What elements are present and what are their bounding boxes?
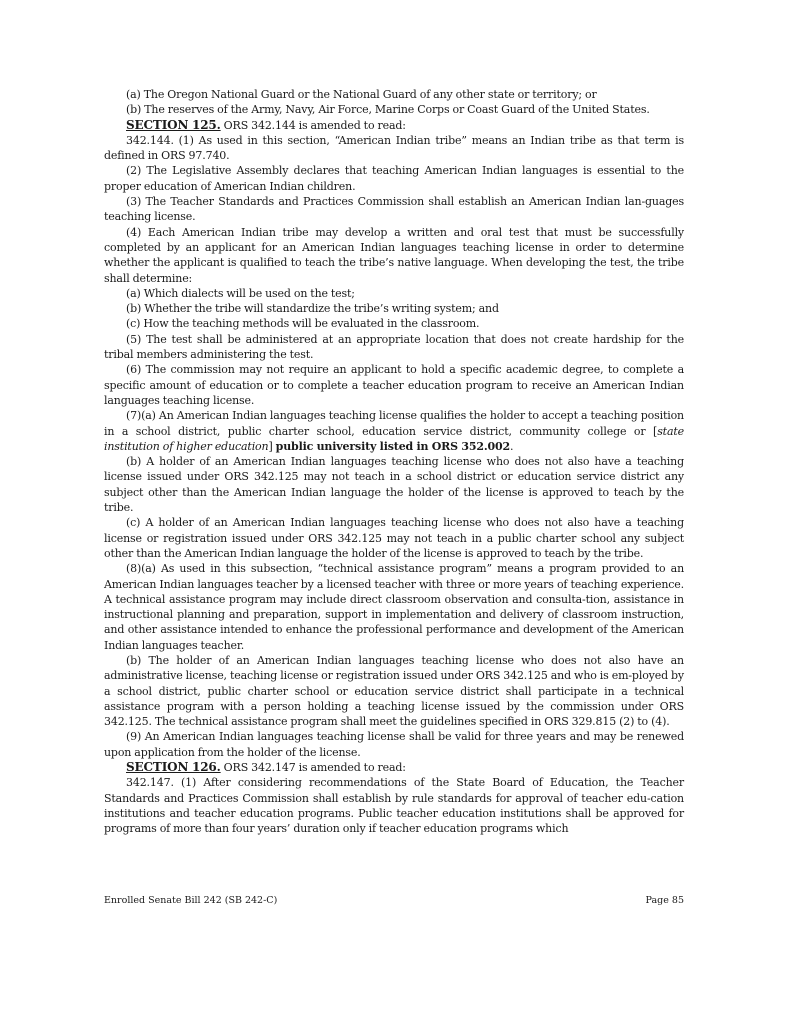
paragraph-342-144-8a: (8)(a) As used in this subsection, “technical assistance program” means a program provided to an American Indian languages teacher by a licensed teacher with three or more years of teaching experience. A technical assistance program may include direct classroom observation and consulta-tion, assistance in instructional planning and preparation, support in implementation and delivery of classroom instruction, and other assistance intended to enhance the professional performance and development of the American Indian languages teacher.	[104, 562, 684, 652]
document-body	[104, 87, 684, 837]
paragraph-342-144-7c: (c) A holder of an American Indian languages teaching license who does not also have a teaching license or registration issued under ORS 342.125 may not teach in a public charter school any subject other than the American Indian language the holder of the license is approved to teach by the tribe.	[104, 516, 684, 560]
paragraph-342-144-7a: (7)(a) An American Indian languages teaching license qualifies the holder to accept a teaching position in a school district, public charter school, education service district, community college or [state institution of higher education] public university listed in ORS 352.002.	[104, 409, 684, 453]
footer-page-number: Page 85	[645, 895, 684, 906]
paragraph-342-144-2: (2) The Legislative Assembly declares that teaching American Indian languages is essential to the proper education of American Indian children.	[104, 164, 684, 193]
paragraph-7a-end: .	[510, 439, 514, 453]
paragraph-342-144-6: (6) The commission may not require an applicant to hold a specific academic degree, to complete a specific amount of education or to complete a teacher education program to receive an American Indian languages teaching license.	[104, 363, 684, 407]
paragraph-342-144-5: (5) The test shall be administered at an appropriate location that does not create hardship for the tribal members administering the test.	[104, 332, 684, 362]
deleted-text: state institution of higher education	[104, 424, 684, 453]
paragraph-342-144-9: (9) An American Indian languages teaching license shall be valid for three years and may be renewed upon application from the holder of the license.	[104, 730, 684, 759]
section-126-intro	[104, 760, 684, 775]
paragraph-342-144-7b: (b) A holder of an American Indian languages teaching license who does not also have a teaching license issued under ORS 342.125 may not teach in a school district or education service district any subject other than the American Indian language the holder of the license is approved to teach by the tribe.	[104, 455, 684, 515]
paragraph-a-oregon-guard: (a) The Oregon National Guard or the National Guard of any other state or territory; or	[126, 88, 597, 101]
paragraph-4b-writing-system: (b) Whether the tribe will standardize the tribe’s writing system; and	[126, 302, 499, 316]
paragraph-342-144-1: 342.144. (1) As used in this section, “American Indian tribe” means an Indian tribe as that term is defined in ORS 97.740.	[104, 133, 684, 163]
section-125-heading: SECTION 125.	[126, 117, 221, 132]
paragraph-342-144-8b: (b) The holder of an American Indian languages teaching license who does not also have an administrative license, teaching license or registration issued under ORS 342.125 and who is em-ployed by a school district, public charter school or education service district shall participate in a technical assistance program with a person holding a teaching license issued by the commission under ORS 342.125. The technical assistance program shall meet the guidelines specified in ORS 329.815 (2) to (4).	[104, 653, 684, 729]
paragraph-342-144-3: (3) The Teacher Standards and Practices Commission shall establish an American Indian lan-guages teaching license.	[104, 195, 684, 224]
paragraph-4c-teaching-methods: (c) How the teaching methods will be evaluated in the classroom.	[126, 317, 480, 331]
page-footer	[104, 895, 684, 906]
footer-bill-title: Enrolled Senate Bill 242 (SB 242-C)	[104, 895, 278, 906]
section-125-text: ORS 342.144 is amended to read:	[220, 118, 406, 132]
section-125-intro	[104, 118, 684, 133]
paragraph-4a-dialects: (a) Which dialects will be used on the test;	[126, 286, 355, 300]
paragraph-342-147-1: 342.147. (1) After considering recommendations of the State Board of Education, the Teacher Standards and Practices Commission shall establish by rule standards for approval of teacher edu-cation institutions and teacher education programs. Public teacher education institutions shall be approved for programs of more than four years’ duration only if teacher education programs which	[104, 776, 684, 836]
section-126-text: ORS 342.147 is amended to read:	[220, 761, 406, 775]
paragraph-7a-text: (7)(a) An American Indian languages teaching license qualifies the holder to accept a teaching position in a school district, public charter school, education service district, community college or	[104, 409, 684, 438]
paragraph-342-144-4: (4) Each American Indian tribe may develop a written and oral test that must be successfully completed by an applicant for an American Indian languages teaching license in order to determine whether the applicant is qualified to teach the tribe’s native language. When developing the test, the tribe shall determine:	[104, 225, 684, 285]
paragraph-b-reserves: (b) The reserves of the Army, Navy, Air Force, Marine Corps or Coast Guard of the United States.	[126, 103, 650, 117]
section-126-heading: SECTION 126.	[126, 760, 221, 775]
inserted-text: public university listed in ORS 352.002	[275, 439, 511, 453]
